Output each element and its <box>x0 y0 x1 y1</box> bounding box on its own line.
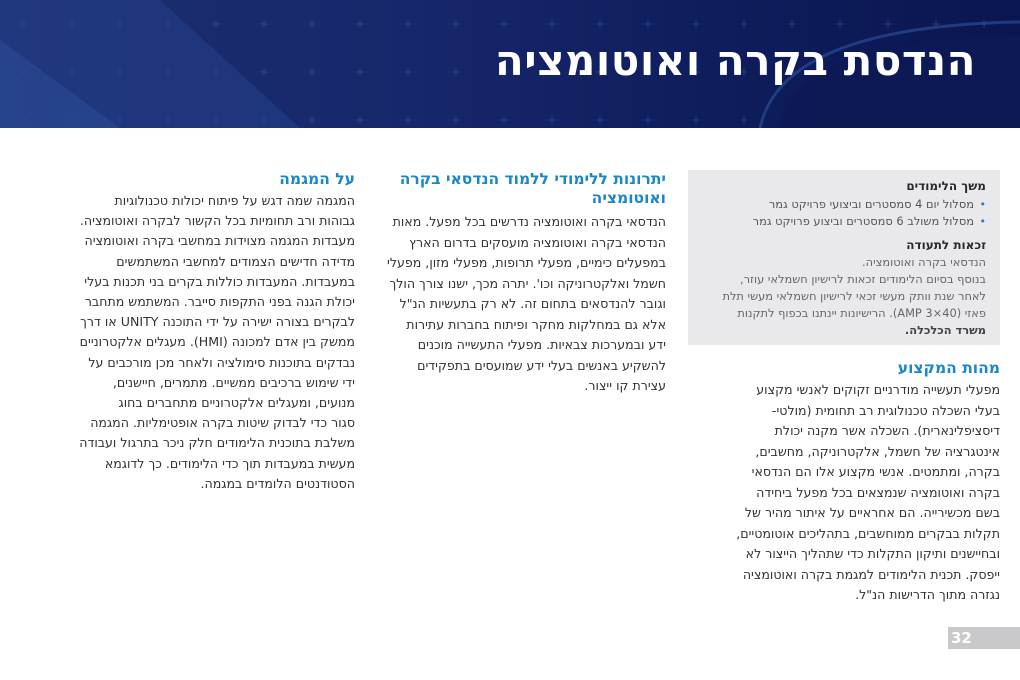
page-title: הנדסת בקרה ואוטומציה <box>494 36 976 85</box>
text-line: בקרה ואוטומציה שנמצאים בכל מפעל ביחידה <box>756 484 1000 500</box>
text-line: בקרה, ומתמטים. אנשי מקצוע אלו הם הנדסאי <box>751 464 1000 479</box>
text-line: יכולת הגנה בפני התקפות סייבר. המשתמש מתחבר <box>84 294 355 310</box>
text-line: לבקרים בצורה ישירה על ידי התוכנה UNITY או דרך <box>80 314 355 330</box>
text-line: נגזרה מתוך הדרישות הנ"ל. <box>855 587 1000 602</box>
text-line: במפעלים כימיים, מפעלי תרופות, מפעלי מזון, מפעלי <box>387 255 666 270</box>
text-line: מעשית במעבדות תוך כדי הלימודים. כך לדוגמא <box>104 455 355 471</box>
tracks-list <box>698 196 986 230</box>
text-line: הנדסאי בקרה ואוטומציה מועסקים בדרום הארץ <box>409 234 666 250</box>
advantages-title: יתרונות ללימודי ללמוד הנדסאי בקרה ואוטומציה <box>399 170 666 207</box>
text-line: ידי שימוש ברכיבים ממשיים. מתמרים, חיישנים, <box>112 374 355 390</box>
column-middle <box>358 170 666 397</box>
text-line: נבדקים בתוכנות סימולציה ולאחר מכן מורכבים על <box>88 354 355 370</box>
text-line: להשקיע באנשים בעלי ידע שמועסים בתפקידים <box>417 357 666 373</box>
about-text <box>55 191 355 494</box>
certificate-text: הנדסאי בקרה ואוטומציה. בנוסף בסיום הלימודים זכאות לרישיון חשמלאי עוזר, לאחר שנת וותק מעשי זכאי לרישיון חשמלאי מעשי תלת פאזי (40×3 AMP). הרישיונות יינתנו בכפוף לתקנות משרד הכלכלה. <box>698 254 986 339</box>
text-line: הסטודנטים הלומדים במגמה. <box>200 475 355 491</box>
profession-text <box>688 380 1000 606</box>
header-banner <box>0 0 1020 128</box>
list-item: • מסלול משולב 6 סמסטרים וביצוע פרויקט גמר <box>752 214 986 228</box>
text-line: המגמה שמה דגש על פיתוח יכולות טכנולוגיות <box>114 193 355 208</box>
text-line: בשם מכשירייה. הם אחראיים על איתור מהיר של <box>744 505 1000 520</box>
bullet-icon: • <box>979 198 986 211</box>
text-line: חשמל ואלקטרוניקה וכו'. יתרה מכך, ישנו צורך הולך <box>389 275 666 291</box>
text-line: גבוהות ורב תחומיות בכל הקשור לבקרה ואוטומציה. <box>79 213 355 229</box>
text-line: ידע ובמערכות צבאיות. מפעלי התעשייה מוכנים <box>417 337 666 352</box>
certificate-authority: משרד הכלכלה. <box>904 323 986 337</box>
text-line: מנועים, ומעגלים אלקטרוניים מתחברים בחוג <box>118 395 355 411</box>
text-line: משלבת בתוכנית הלימודים חלק ניכר בתרגול ועבודה <box>79 435 355 451</box>
text-line: אינטגרציה של חשמל, אלקטרוניקה, מחשבים, <box>755 443 1000 459</box>
list-item: • מסלול יום 4 סמסטרים וביצועי פרויקט גמר <box>768 197 986 211</box>
bullet-icon: • <box>979 215 986 228</box>
duration-heading: משך הלימודים <box>906 179 986 193</box>
text-line: מעבדות המגמה מצוידות במחשבי בקרה ואוטומציה <box>84 233 355 249</box>
text-line: מדידה חדישים הצמודים למחשבי המשתמשים <box>116 253 355 269</box>
text-line: וגובר להנדסאים בתחום זה. לא רק בתעשיות הנ"ל <box>399 296 666 311</box>
text-line: עצירת קו ייצור. <box>584 378 666 393</box>
advantages-text <box>358 212 666 397</box>
info-box <box>688 170 1000 345</box>
text-line: תקלות בבקרים ממוחשבים, בתהליכים אוטומטיים, <box>736 525 1000 541</box>
text-line: הנדסאי בקרה ואוטומציה נדרשים בכל מפעל. מאות <box>392 214 666 229</box>
column-left <box>55 170 355 494</box>
text-line: דיסציפלינארית). השכלה אשר מקנה יכולת <box>774 423 1000 438</box>
text-line: ובחיישנים ותיקון התקלות כדי שתהליך הייצור לא <box>745 546 1000 561</box>
text-line: מפעלי תעשייה מודרניים זקוקים לאנשי מקצוע <box>756 382 1000 397</box>
text-line: סגור כדי לבדוק שיטות בקרה אופטימליות. המגמה <box>90 415 355 431</box>
text-line: ממשק בין אדם למכונה (HMI). מעגלים אלקטרוניים <box>79 334 355 350</box>
profession-title: מהות המקצוע <box>897 359 1000 377</box>
text-line: במעבדות. המעבדות כוללות בקרים בני תכנות בעלי <box>84 273 355 289</box>
page-number: 32 <box>948 627 1020 649</box>
column-right <box>688 170 1000 606</box>
text-line: אלא גם במחלקות מחקר ופיתוח בחברות עתירות <box>406 316 666 332</box>
text-line: בעלי השכלה טכנולוגית רב תחומית (מולטי- <box>771 402 1000 418</box>
certificate-heading: זכאות לתעודה <box>906 238 986 252</box>
about-title: על המגמה <box>279 170 355 188</box>
text-line: ייפסק. תכנית הלימודים למגמת בקרה ואוטומציה <box>742 566 1000 582</box>
